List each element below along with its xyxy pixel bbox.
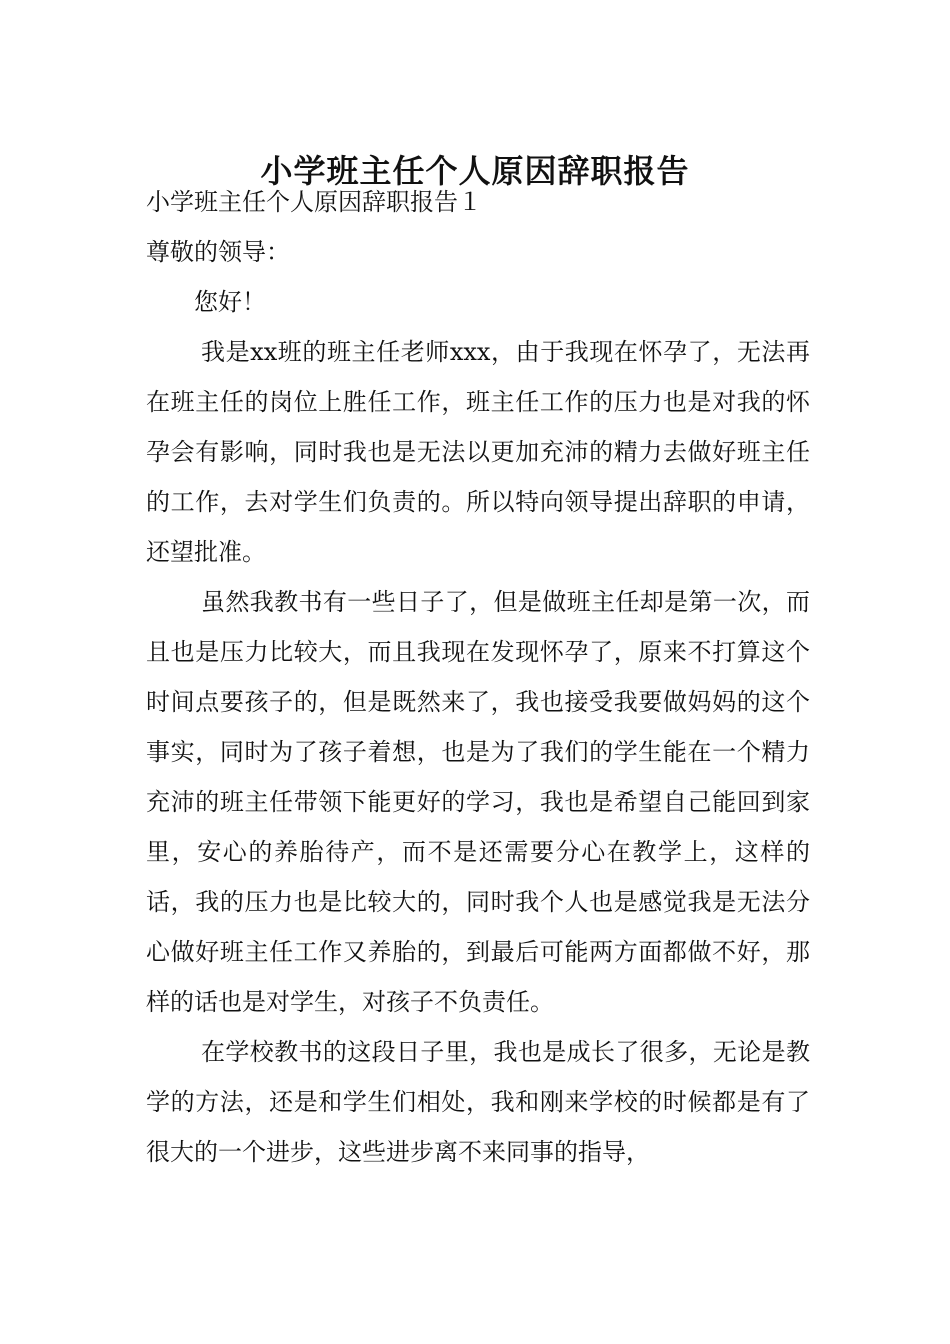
paragraph-2: 虽然我教书有一些日子了，但是做班主任却是第一次，而且也是压力比较大，而且我现在发现怀孕了，原来不打算这个时间点要孩子的，但是既然来了，我也接受我要做妈妈的这个事实，同时为了孩子着想，也是为了我们的学生能在一个精力充沛的班主任带领下能更好的学习，我也是希望自己能回到家里，安心的养胎待产，而不是还需要分心在教学上，这样的话，我的压力也是比较大的，同时我个人也是感觉我是无法分心做好班主任工作又养胎的，到最后可能两方面都做不好，那样的话也是对学生，对孩子不负责任。 <box>146 588 810 1016</box>
paragraph-3: 在学校教书的这段日子里，我也是成长了很多，无论是教学的方法，还是和学生们相处，我和刚来学校的时候都是有了很大的一个进步，这些进步离不来同事的指导， <box>146 1038 810 1166</box>
salutation: 尊敬的领导： <box>146 238 290 266</box>
document-body <box>146 177 810 1177</box>
document-subtitle: 小学班主任个人原因辞职报告１ <box>146 188 482 216</box>
greeting: 您好！ <box>194 288 266 316</box>
paragraph-1: 我是xx班的班主任老师xxx，由于我现在怀孕了，无法再在班主任的岗位上胜任工作，班主任工作的压力也是对我的怀孕会有影响，同时我也是无法以更加充沛的精力去做好班主任的工作，去对学生们负责的。所以特向领导提出辞职的申请，还望批准。 <box>146 338 810 566</box>
document-title: 小学班主任个人原因辞职报告 <box>260 152 690 191</box>
